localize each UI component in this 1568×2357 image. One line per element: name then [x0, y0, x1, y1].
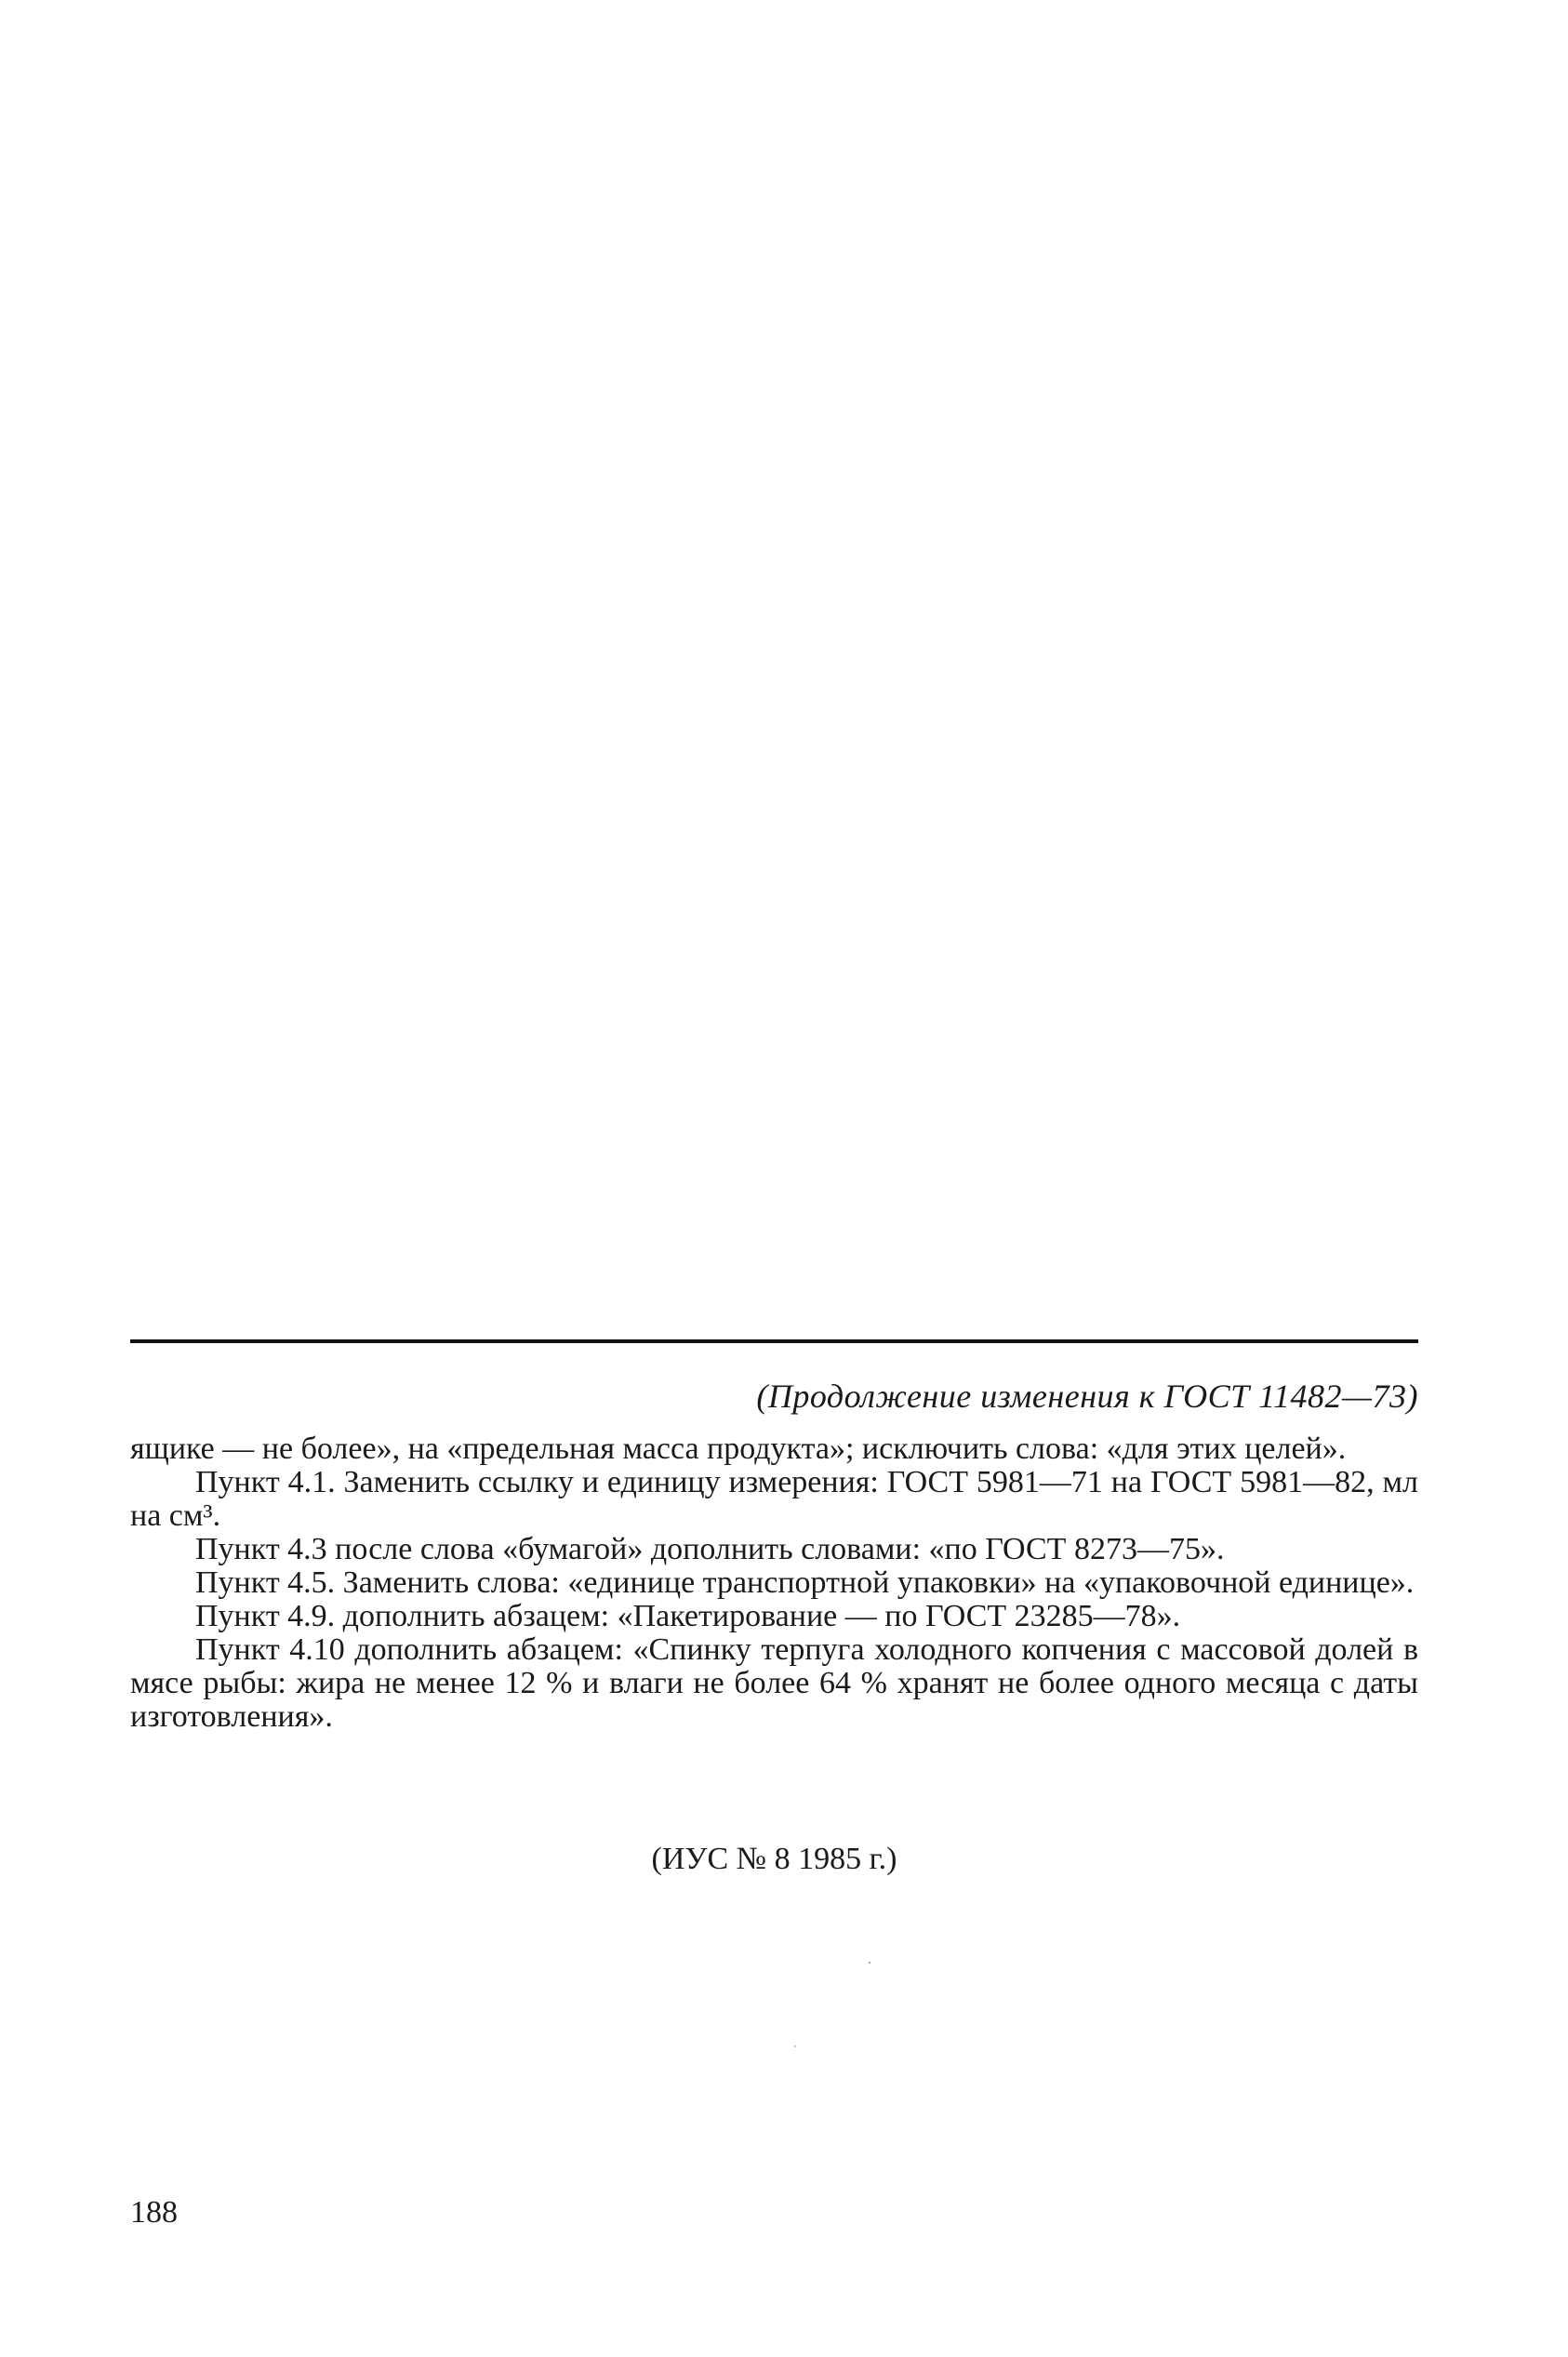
speck: [794, 2045, 796, 2047]
page-number: 188: [130, 2195, 178, 2230]
speck: [869, 1962, 870, 1964]
paragraph-item-4-3: Пункт 4.3 после слова «бумагой» дополнить словами: «по ГОСТ 8273—75».: [195, 1532, 1225, 1566]
source-reference: (ИУС № 8 1985 г.): [651, 1842, 897, 1876]
continuation-header: (Продолжение изменения к ГОСТ 11482—73): [756, 1378, 1418, 1415]
amendment-text: [130, 1432, 1418, 1734]
header-divider-line: [130, 1339, 1418, 1343]
paragraph-item-4-10: Пункт 4.10 дополнить абзацем: «Спинку терпуга холодного копчения с массовой долей в мясе рыбы: жира не менее 12 % и влаги не более 64 % хранят не более одного месяца с даты изготовления».: [130, 1632, 1418, 1734]
paragraph-continued: ящике — не более», на «предельная масса продукта»; исключить слова: «для этих целей».: [130, 1432, 1347, 1466]
paragraph-item-4-1: Пункт 4.1. Заменить ссылку и единицу измерения: ГОСТ 5981—71 на ГОСТ 5981—82, мл на см³.: [130, 1465, 1418, 1533]
paragraph-item-4-9: Пункт 4.9. дополнить абзацем: «Пакетирование — по ГОСТ 23285—78».: [195, 1599, 1181, 1633]
paragraph-item-4-5: Пункт 4.5. Заменить слова: «единице транспортной упаковки» на «упаковочной единице».: [195, 1565, 1415, 1600]
